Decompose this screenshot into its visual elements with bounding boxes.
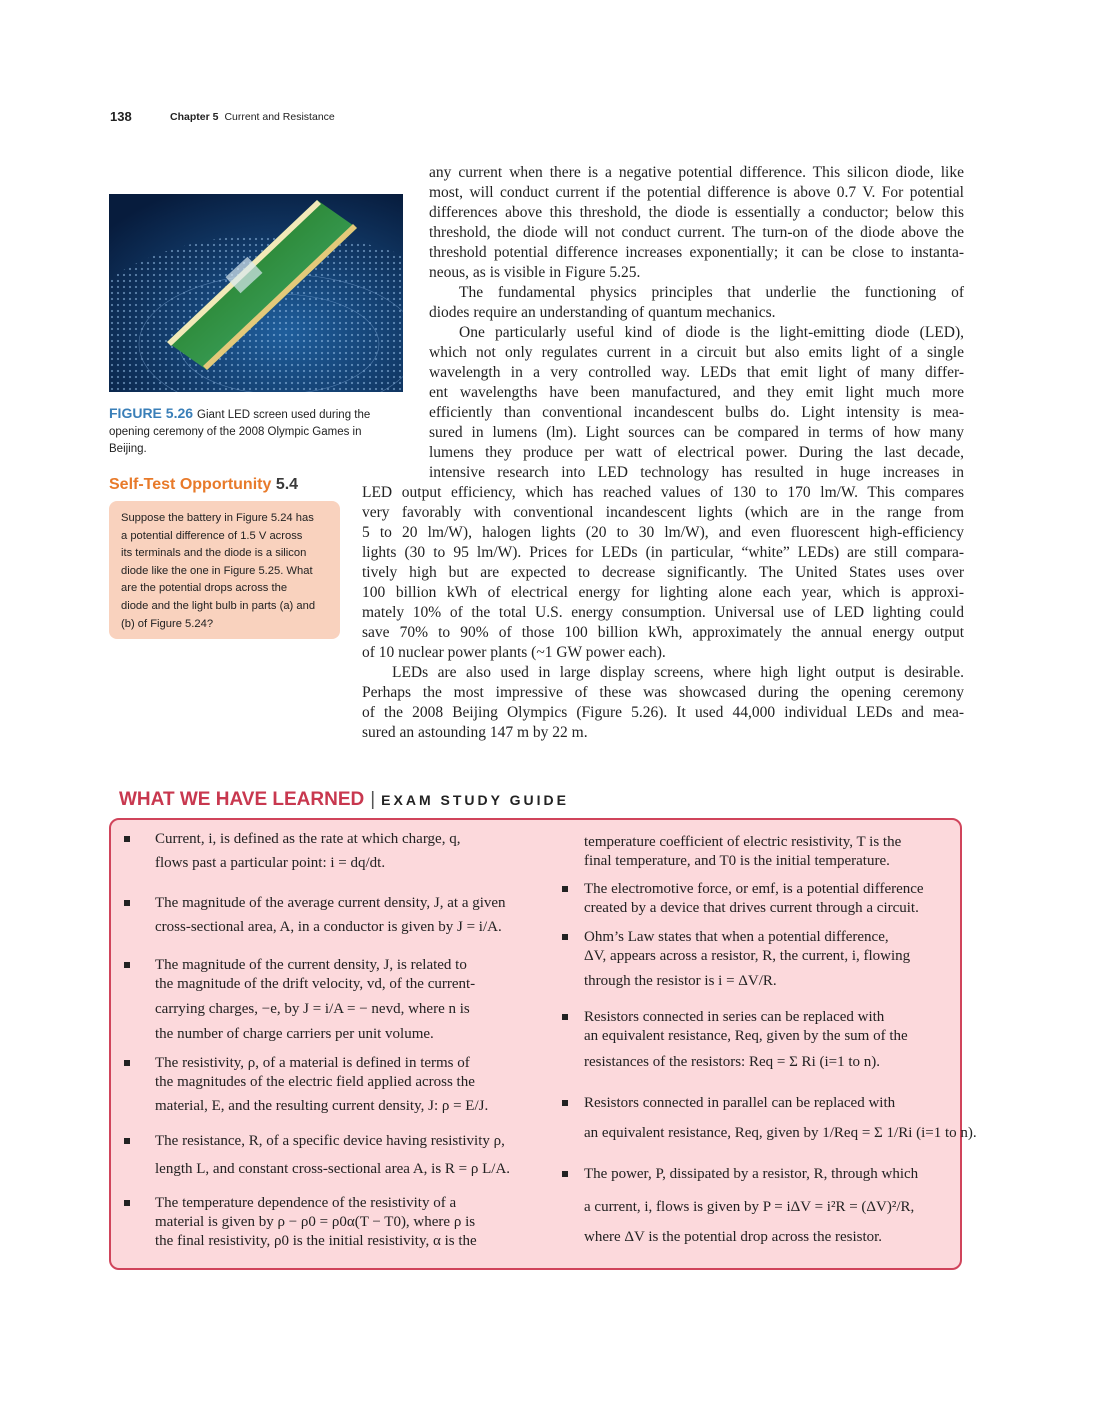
bullet (124, 962, 130, 968)
summary-line: carrying charges, −e, by J = i/A = − nevd, where n is (155, 1001, 470, 1017)
body-line: most, will conduct current if the potential difference is above 0.7 V. For potential (429, 184, 964, 201)
body-line: diodes require an understanding of quantum mechanics. (429, 304, 776, 321)
body-line: Perhaps the most impressive of these was showcased during the opening ceremony (362, 684, 964, 701)
body-line: neous, as is visible in Figure 5.25. (429, 264, 641, 281)
summary-line: The temperature dependence of the resistivity of a (155, 1195, 457, 1211)
summary-line: material is given by ρ − ρ0 = ρ0α(T − T0), where ρ is (155, 1214, 476, 1230)
body-line: LEDs are also used in large display screens, where high light output is desirable. (392, 664, 964, 681)
summary-line: The power, P, dissipated by a resistor, R, through which (584, 1166, 919, 1182)
summary-line: the magnitude of the drift velocity, vd, of the current- (155, 976, 476, 992)
bullet (562, 934, 568, 940)
body-line: sured an astounding 147 m by 22 m. (362, 724, 588, 741)
body-line: save 70% to 90% of those 100 billion kWh, approximately the annual energy output (362, 624, 964, 641)
body-line: One particularly useful kind of diode is the light-emitting diode (LED), (459, 324, 964, 341)
title-divider: | (370, 789, 376, 810)
summary-line: a current, i, flows is given by P = iΔV = i²R = (ΔV)²/R, (584, 1199, 915, 1215)
body-line: ent wavelengths have been manufactured, and they emit light much more (429, 384, 964, 401)
summary-line: temperature coefficient of electric resistivity, T is the (584, 834, 902, 850)
bullet (562, 1100, 568, 1106)
bullet (124, 1138, 130, 1144)
body-line: lights (30 to 95 lm/W). Prices for LEDs (in particular, “white” LEDs) are still compara- (362, 544, 964, 561)
bullet (124, 1060, 130, 1066)
summary-line: the final resistivity, ρ0 is the initial resistivity, α is the (155, 1233, 477, 1249)
body-line: very favorably with conventional incandescent lights (which are in the range from (362, 504, 964, 521)
summary-line: length L, and constant cross-sectional area A, is R = ρ L/A. (155, 1161, 511, 1177)
self-test-text: Suppose the battery in Figure 5.24 has a potential difference of 1.5 V across its terminals and the diode is a silicon diode like the one in Figure 5.25. What are the potential drops across the diode and the light bulb in parts (a) and (b) of Figure 5.24? (121, 512, 316, 630)
figure-label: FIGURE 5.26 (109, 405, 194, 421)
body-line: which not only regulates current in a circuit but also emits light of a single (429, 344, 964, 361)
body-line: wavelength in a very controlled way. LEDs that emit light of many differ- (429, 364, 964, 381)
body-line: of the 2008 Beijing Olympics (Figure 5.26). It used 44,000 individual LEDs and mea- (362, 704, 964, 721)
body-line: differences above this threshold, the diode is essentially a conductor; below this (429, 204, 964, 221)
summary-line: The magnitude of the current density, J, is related to (155, 957, 467, 973)
body-line: threshold potential difference increases exponentially; it can be close to instanta- (429, 244, 964, 261)
bullet (124, 900, 130, 906)
bullet (562, 886, 568, 892)
summary-line: the magnitudes of the electric field applied across the (155, 1074, 475, 1090)
summary-line: material, E, and the resulting current density, J: ρ = E/J. (155, 1098, 489, 1114)
chapter-title: Current and Resistance (224, 111, 335, 123)
caption-line: opening ceremony of the 2008 Olympic Games in (109, 426, 362, 438)
body-line: of 10 nuclear power plants (~1 GW power each). (362, 644, 666, 661)
caption-line: Beijing. (109, 443, 147, 455)
summary-line: final temperature, and T0 is the initial temperature. (584, 853, 890, 869)
figure-caption (109, 405, 384, 458)
summary-line: The resistance, R, of a specific device having resistivity ρ, (155, 1133, 505, 1149)
body-line: threshold, the diode will not conduct current. The turn-on of the diode above the (429, 224, 964, 241)
summary-line: cross-sectional area, A, in a conductor is given by J = i/A. (155, 919, 502, 935)
summary-line: Resistors connected in series can be replaced with (584, 1009, 885, 1025)
summary-subtitle: EXAM STUDY GUIDE (381, 792, 569, 808)
caption-line: Giant LED screen used during the (197, 409, 371, 421)
body-line: The fundamental physics principles that underlie the functioning of (459, 284, 964, 301)
summary-line: flows past a particular point: i = dq/dt. (155, 855, 386, 871)
body-line: any current when there is a negative potential difference. This silicon diode, like (429, 164, 964, 181)
bullet (562, 1014, 568, 1020)
summary-line: the number of charge carriers per unit volume. (155, 1026, 434, 1042)
body-line: mately 10% of the total U.S. energy consumption. Universal use of LED lighting could (362, 604, 964, 621)
summary-line: an equivalent resistance, Req, given by 1/Req = Σ 1/Ri (i=1 to n). (584, 1125, 977, 1141)
body-line: 100 billion kWh of electrical energy for lighting alone each year, which is approxi- (362, 584, 964, 601)
bullet (124, 836, 130, 842)
summary-line: through the resistor is i = ΔV/R. (584, 973, 777, 989)
body-line: tively high but are expected to decrease significantly. The United States uses over (362, 564, 964, 581)
olympic-led-screen-image (109, 194, 403, 392)
summary-line: The magnitude of the average current density, J, at a given (155, 895, 506, 911)
body-line: sured in lumens (lm). Light sources can be compared in terms of how many (429, 424, 964, 441)
body-line: lumens they produce per watt of electrical power. During the last decade, (429, 444, 964, 461)
summary-line: an equivalent resistance, Req, given by the sum of the (584, 1028, 908, 1044)
summary-line: The resistivity, ρ, of a material is defined in terms of (155, 1055, 470, 1071)
bullet (562, 1171, 568, 1177)
body-line: efficiently than conventional incandescent bulbs do. Light intensity is mea- (429, 404, 964, 421)
summary-line: Current, i, is defined as the rate at which charge, q, (155, 831, 461, 847)
summary-line: Resistors connected in parallel can be replaced with (584, 1095, 896, 1111)
chapter-label: Chapter 5 (170, 111, 219, 123)
running-head (170, 111, 335, 123)
bullet (124, 1200, 130, 1206)
page-number: 138 (110, 109, 132, 124)
summary-line: ΔV, appears across a resistor, R, the current, i, flowing (584, 948, 911, 964)
body-line: LED output efficiency, which has reached values of 130 to 170 lm/W. This compares (362, 484, 964, 501)
led-screen-photo (109, 194, 403, 392)
self-test-title: Self-Test Opportunity 5.4 (109, 476, 299, 493)
summary-line: where ΔV is the potential drop across the resistor. (584, 1229, 883, 1245)
summary-line: The electromotive force, or emf, is a potential difference (584, 881, 924, 897)
body-line: 5 to 20 lm/W), halogen lights (20 to 30 lm/W), and even fluorescent high-efficiency (362, 524, 964, 541)
summary-line: created by a device that drives current through a circuit. (584, 900, 919, 916)
summary-title: WHAT WE HAVE LEARNED | EXAM STUDY GUIDE (119, 789, 569, 810)
body-line: intensive research into LED technology has resulted in huge increases in (429, 464, 964, 481)
summary-line: resistances of the resistors: Req = Σ Ri (i=1 to n). (584, 1054, 881, 1070)
summary-line: Ohm’s Law states that when a potential difference, (584, 929, 889, 945)
